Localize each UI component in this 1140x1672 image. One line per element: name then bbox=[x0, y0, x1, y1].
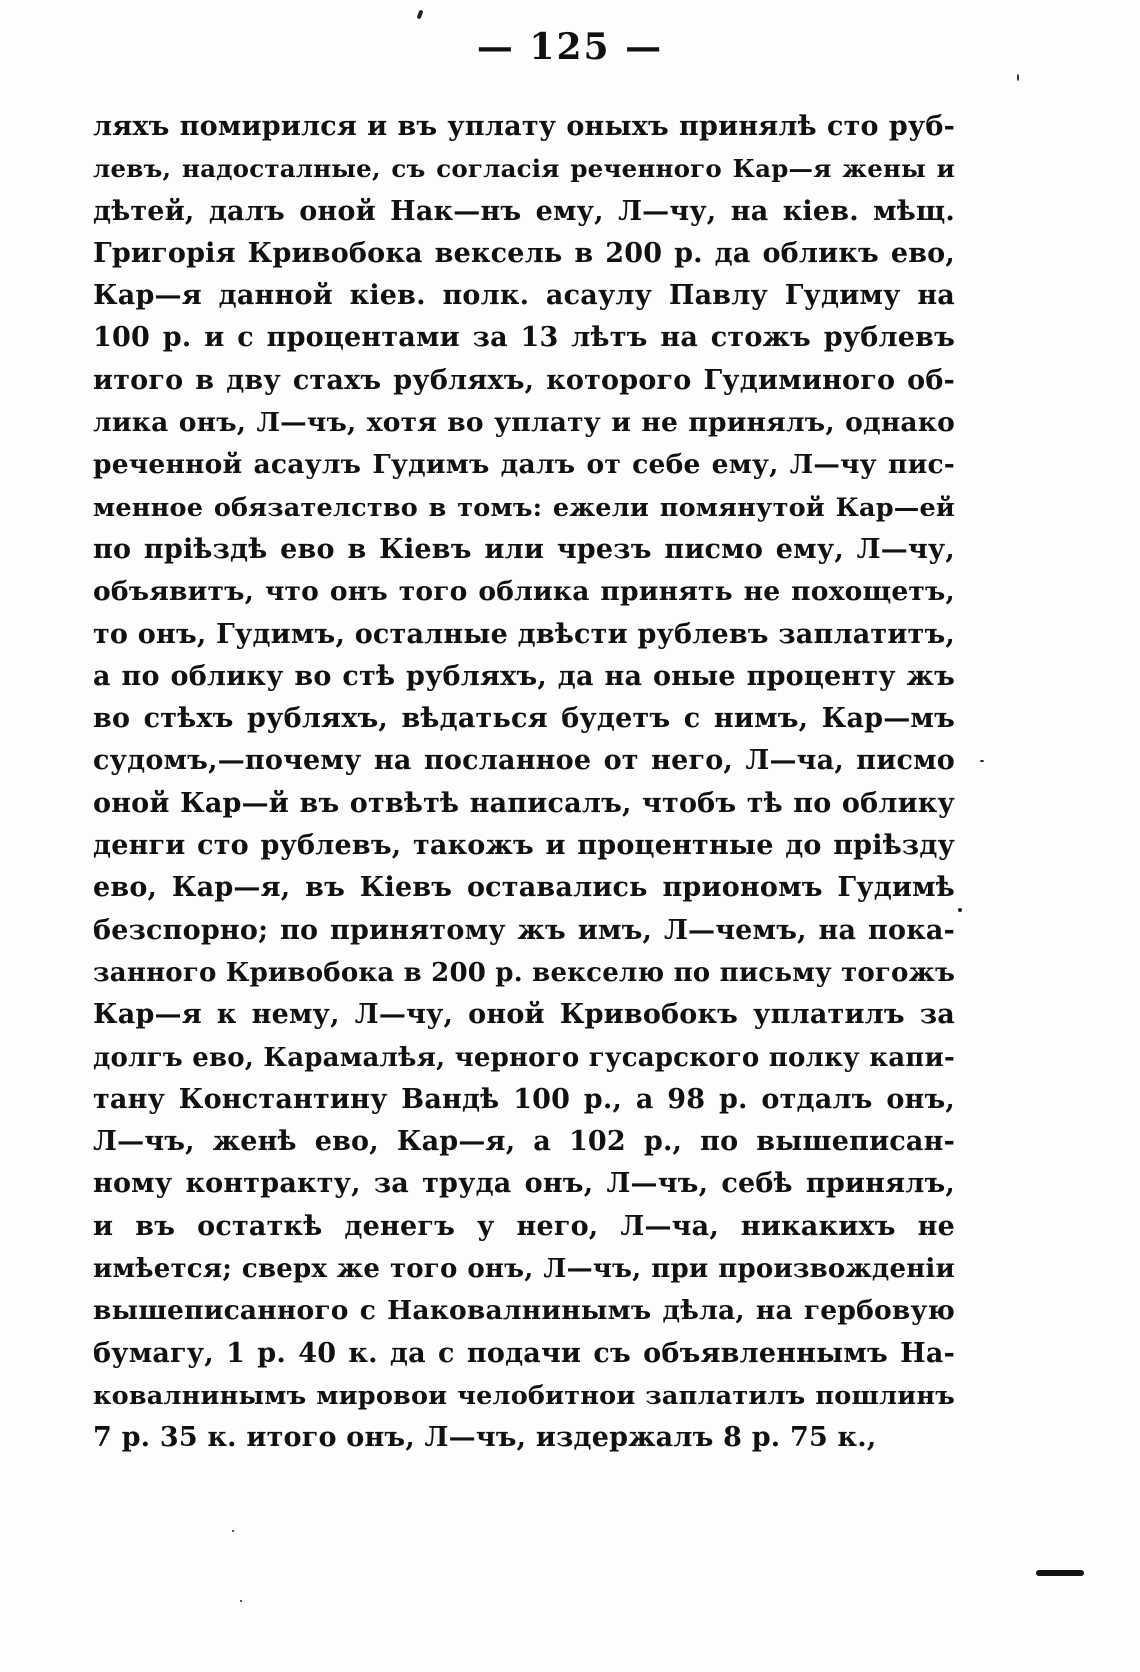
scan-dash-mark bbox=[1036, 1570, 1084, 1576]
text-line: итого в дву стахъ рубляхъ, которого Гудиминого об- bbox=[93, 364, 955, 396]
text-line: тану Константину Вандѣ 100 р., а 98 р. отдалъ онъ, bbox=[93, 1083, 955, 1115]
scan-speck bbox=[240, 1600, 242, 1602]
text-line: во стѣхъ рубляхъ, вѣдаться будетъ с нимъ, Кар—мъ bbox=[93, 703, 955, 735]
text-line: судомъ,—почему на посланное от него, Л—ча, писмо bbox=[93, 745, 955, 777]
text-line: денги сто рублевъ, такожъ и процентные до пріѣзду bbox=[93, 830, 955, 862]
text-line: имѣется; сверх же того онъ, Л—чъ, при произвожденіи bbox=[93, 1254, 955, 1285]
text-line: левъ, надосталные, съ согласія реченного Кар—я жены и bbox=[93, 154, 955, 184]
text-line: вышеписанного с Наковалнинымъ дѣла, на гербовую bbox=[93, 1295, 955, 1327]
text-line: по пріѣздѣ ево в Кіевъ или чрезъ писмо ему, Л—чу, bbox=[93, 533, 955, 565]
text-line: менное обязателство в томъ: ежели помянутой Кар—ей bbox=[93, 492, 955, 523]
text-line: Кар—я данной кіев. полк. асаулу Павлу Гудиму на bbox=[93, 280, 955, 312]
text-line: дѣтей, далъ оной Нак—нъ ему, Л—чу, на кіев. мѣщ. bbox=[93, 195, 955, 227]
text-line: реченной асаулъ Гудимъ далъ от себе ему, Л—чу пис- bbox=[93, 449, 955, 481]
text-line: и въ остаткѣ денегъ у него, Л—ча, никакихъ не bbox=[93, 1210, 955, 1242]
text-line: ляхъ помирился и въ уплату оныхъ принялѣ сто руб- bbox=[93, 111, 955, 142]
scan-speck bbox=[958, 908, 962, 912]
text-line: Л—чъ, женѣ ево, Кар—я, а 102 р., по вышеписан- bbox=[93, 1126, 955, 1158]
text-line: ево, Кар—я, въ Кіевъ оставались приономъ Гудимѣ bbox=[93, 872, 955, 904]
text-line: лика онъ, Л—чъ, хотя во уплату и не принялъ, однако bbox=[93, 407, 955, 439]
body-text bbox=[93, 106, 955, 1460]
text-line: 7 р. 35 к. итого онъ, Л—чъ, издержалъ 8 р. 75 к., bbox=[93, 1422, 877, 1454]
scan-speck bbox=[232, 1530, 234, 1532]
page-number: — 125 — bbox=[476, 26, 664, 68]
scan-speck bbox=[980, 760, 984, 762]
text-line: а по облику во стѣ рубляхъ, да на оные проценту жъ bbox=[93, 660, 955, 692]
text-line: 100 р. и с процентами за 13 лѣтъ на стожъ рублевъ bbox=[93, 322, 955, 354]
scan-speck bbox=[417, 10, 424, 20]
text-line: то онъ, Гудимъ, осталные двѣсти рублевъ заплатитъ, bbox=[93, 618, 955, 650]
text-line: ковалнинымъ мировои челобитнои заплатилъ пошлинъ bbox=[93, 1380, 955, 1411]
text-line: оной Кар—й въ отвѣтѣ написалъ, чтобъ тѣ по облику bbox=[93, 787, 955, 819]
text-line: Григорія Кривобока вексель в 200 р. да обликъ ево, bbox=[93, 237, 955, 269]
text-line: долгъ ево, Карамалѣя, черного гусарского полку капи- bbox=[93, 1042, 955, 1073]
text-line: занного Кривобока в 200 р. векселю по письму тогожъ bbox=[93, 957, 955, 988]
text-line: бумагу, 1 р. 40 к. да с подачи съ объявленнымъ На- bbox=[93, 1337, 955, 1369]
text-line: ному контракту, за труда онъ, Л—чъ, себѣ принялъ, bbox=[93, 1168, 955, 1200]
text-line: безспорно; по принятому жъ имъ, Л—чемъ, на пока- bbox=[93, 914, 955, 946]
text-line: объявитъ, что онъ того облика принять не похощетъ, bbox=[93, 576, 955, 608]
scan-speck bbox=[1017, 74, 1019, 81]
text-line: Кар—я к нему, Л—чу, оной Кривобокъ уплатилъ за bbox=[93, 999, 955, 1031]
